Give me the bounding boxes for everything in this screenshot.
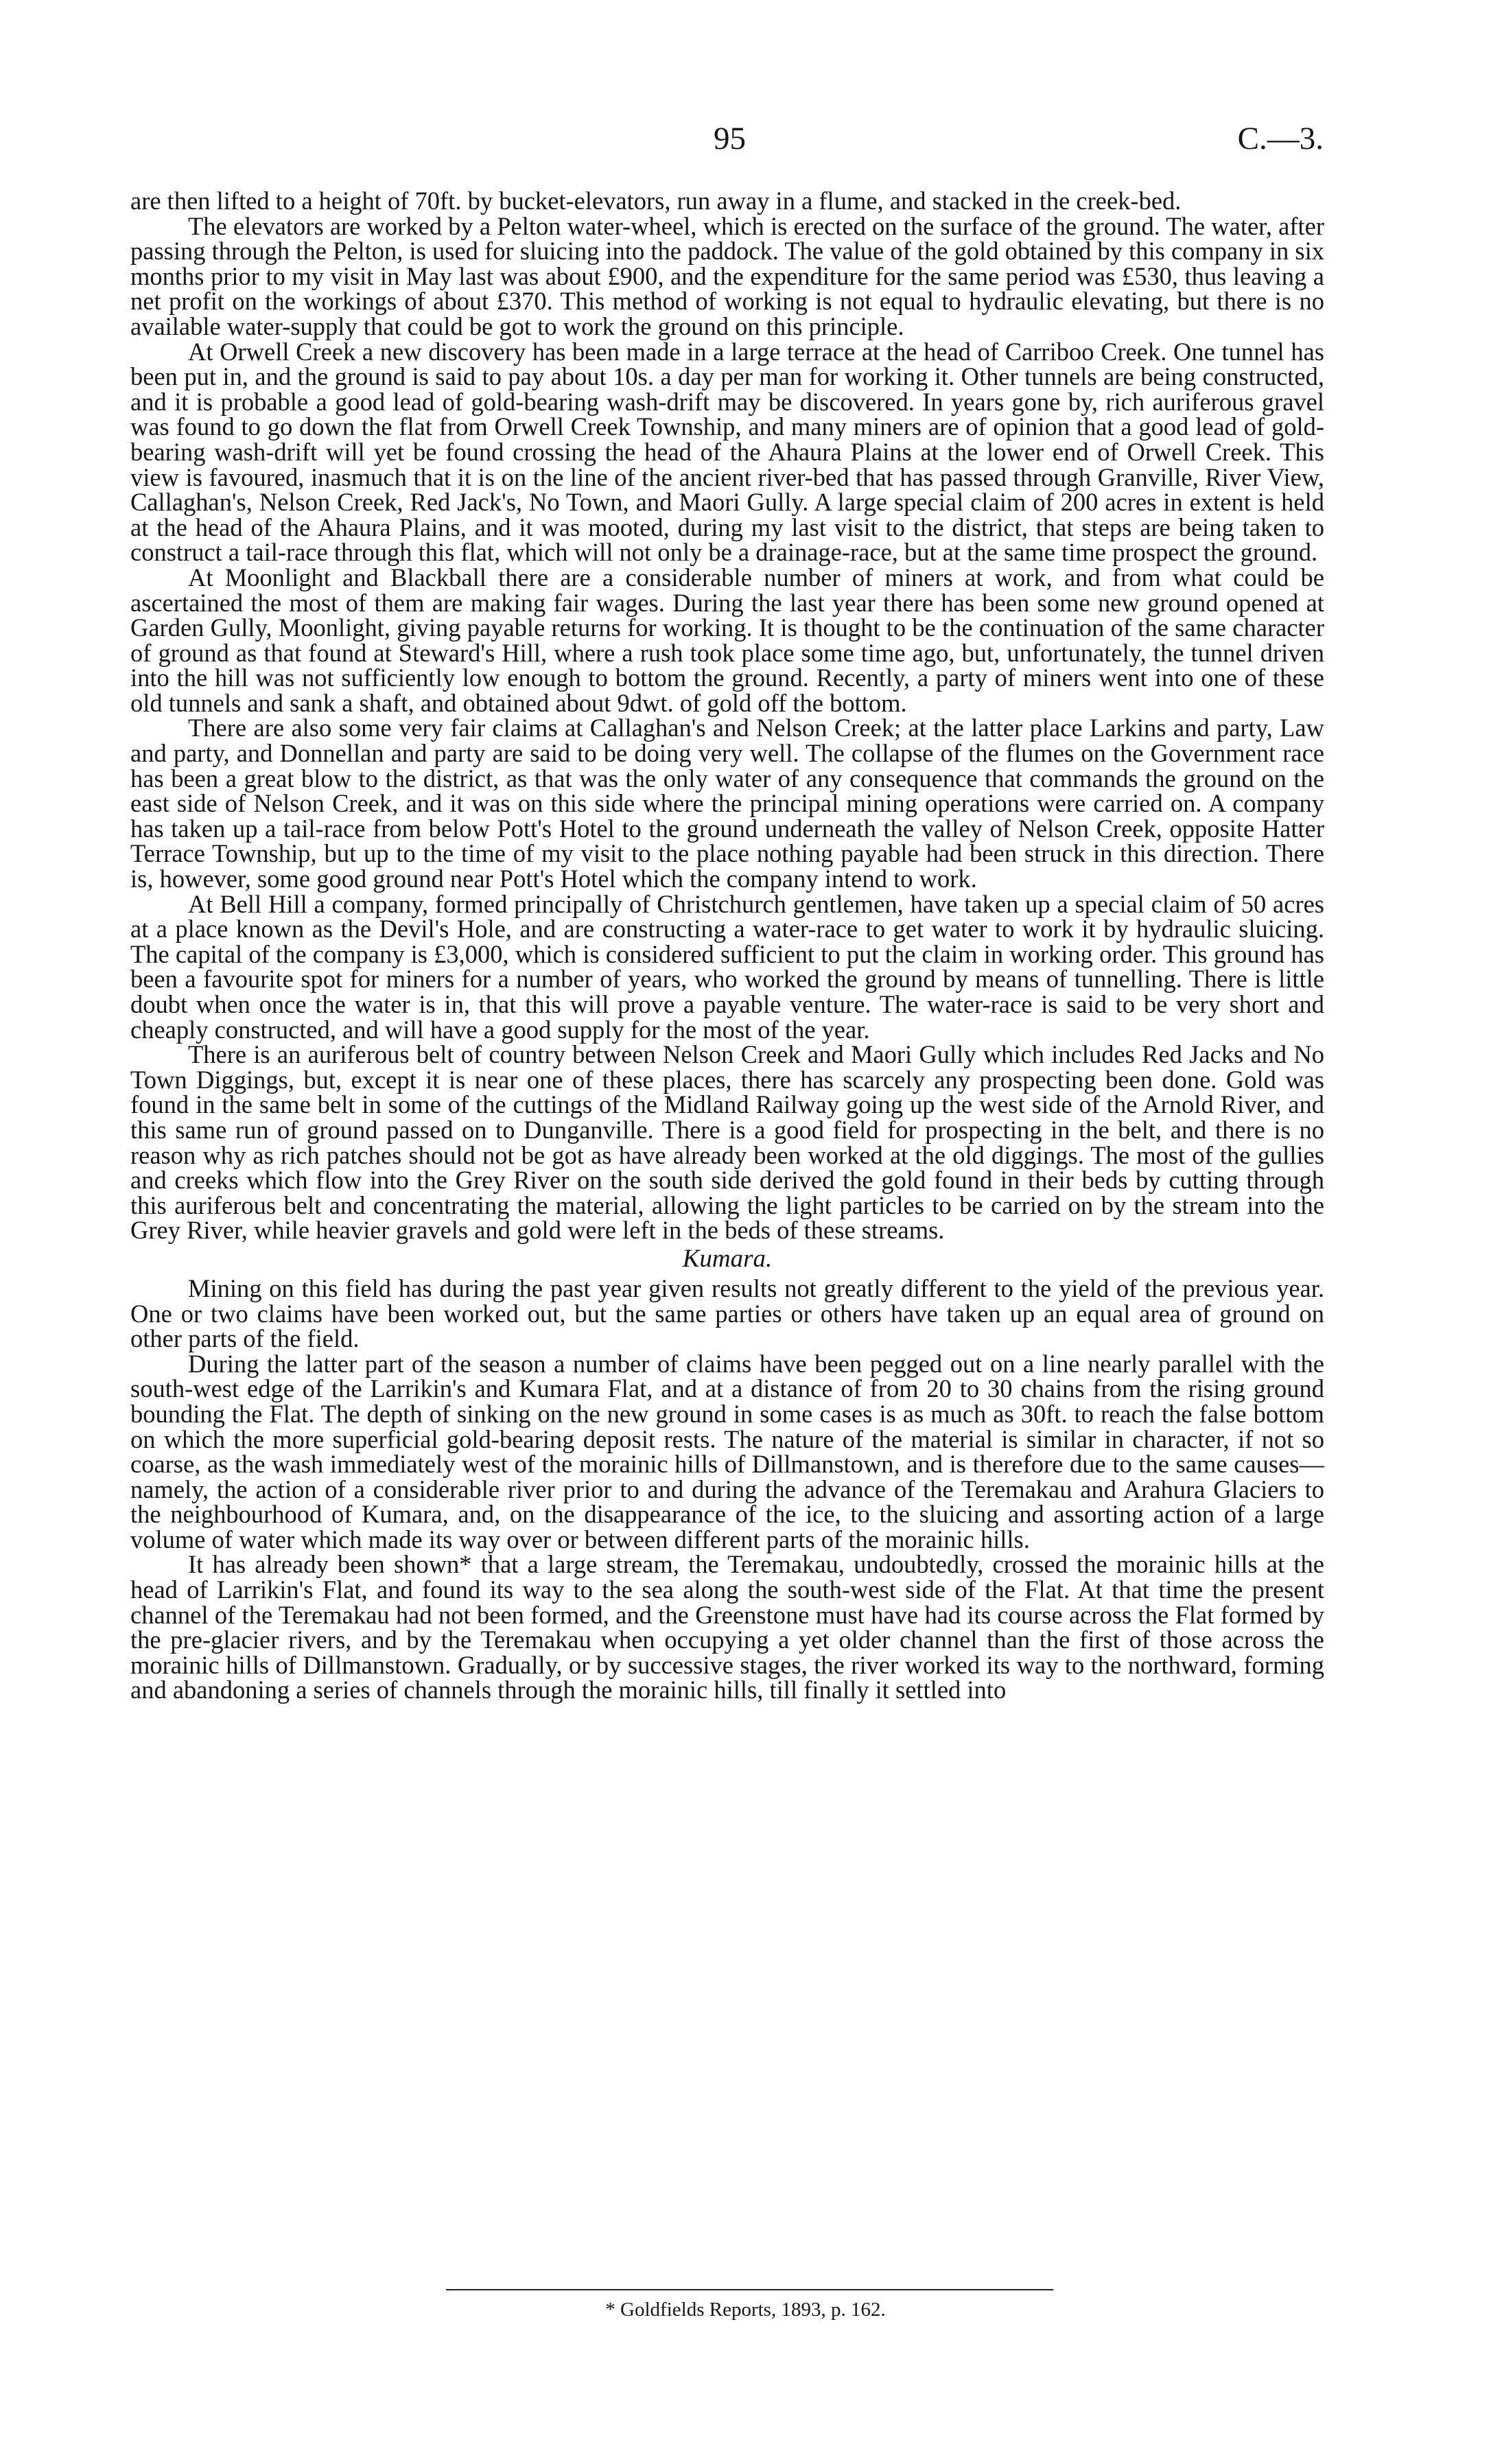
footnote-divider <box>446 2289 1053 2290</box>
paragraph: It has already been shown* that a large stream, the Teremakau, undoubtedly, crossed the morainic hills at the head of Larrikin's Flat, and found its way to the sea along the south-west side of the Flat. At that time the present channel of the Teremakau had not been formed, and the Greenstone must have had its course across the Flat formed by the pre-glacier rivers, and by the Teremakau when occupying a yet older channel than the first of those across the morainic hills of Dillmanstown. Gradually, or by successive stages, the river worked its way to the northward, forming and abandoning a series of channels through the morainic hills, till finally it settled into <box>130 1550 1324 1704</box>
page-header <box>0 120 1491 168</box>
document-reference: C.—3. <box>1237 121 1324 156</box>
page-number: 95 <box>714 121 746 156</box>
paragraph: During the latter part of the season a number of claims have been pegged out on a line nearly parallel with the south-west edge of the Larrikin's and Kumara Flat, and at a distance of from 20 to 30 chains from the rising ground bounding the Flat. The depth of sinking on the new ground in some cases is as much as 30ft. to reach the false bottom on which the more superficial gold-bearing deposit rests. The nature of the material is similar in character, if not so coarse, as the wash immediately west of the morainic hills of Dillmanstown, and is therefore due to the same causes—namely, the action of a considerable river prior to and during the advance of the Teremakau and Arahura Glaciers to the neighbourhood of Kumara, and, on the disappearance of the ice, to the sluicing and assorting action of a large volume of water which made its way over or between different parts of the morainic hills. <box>130 1349 1324 1553</box>
body-text <box>130 189 1324 1703</box>
paragraph: There is an auriferous belt of country between Nelson Creek and Maori Gully which includes Red Jacks and No Town Diggings, but, except it is near one of these places, there has scarcely any prospecting been done. Gold was found in the same belt in some of the cuttings of the Midland Railway going up the west side of the Arnold River, and this same run of ground passed on to Dunganville. There is a good field for prospecting in the belt, and there is no reason why as rich patches should not be got as have already been worked at the old diggings. The most of the gullies and creeks which flow into the Grey River on the south side derived the gold found in their beds by cutting through this auriferous belt and concentrating the material, allowing the light particles to be carried on by the stream into the Grey River, while heavier gravels and gold were left in the beds of these streams. <box>130 1040 1324 1245</box>
paragraph: The elevators are worked by a Pelton water-wheel, which is erected on the surface of the ground. The water, after passing through the Pelton, is used for sluicing into the paddock. The value of the gold obtained by this company in six months prior to my visit in May last was about £900, and the expenditure for the same period was £530, thus leaving a net profit on the workings of about £370. This method of working is not equal to hydraulic elevating, but there is no available water-supply that could be got to work the ground on this principle. <box>130 211 1324 340</box>
paragraph: Mining on this field has during the past year given results not greatly different to the yield of the previous year. One or two claims have been worked out, but the same parties or others have taken up an equal area of ground on other parts of the field. <box>130 1274 1324 1353</box>
paragraph: At Bell Hill a company, formed principally of Christchurch gentlemen, have taken up a special claim of 50 acres at a place known as the Devil's Hole, and are constructing a water-race to get water to work it by hydraulic sluicing. The capital of the company is £3,000, which is considered sufficient to put the claim in working order. This ground has been a favourite spot for miners for a number of years, who worked the ground by means of tunnelling. There is little doubt when once the water is in, that this will prove a payable venture. The water-race is said to be very short and cheaply constructed, and will have a good supply for the most of the year. <box>130 889 1324 1044</box>
footnote: * Goldfields Reports, 1893, p. 162. <box>605 2299 886 2321</box>
paragraph: At Moonlight and Blackball there are a considerable number of miners at work, and from what could be ascertained the most of them are making fair wages. During the last year there has been some new ground opened at Garden Gully, Moonlight, giving payable returns for working. It is thought to be the continuation of the same character of ground as that found at Steward's Hill, where a rush took place some time ago, but, unfortunately, the tunnel driven into the hill was not sufficiently low enough to bottom the ground. Recently, a party of miners went into one of these old tunnels and sank a shaft, and obtained about 9dwt. of gold off the bottom. <box>130 563 1324 717</box>
paragraph: are then lifted to a height of 70ft. by bucket-elevators, run away in a flume, and stacked in the creek-bed. <box>130 187 1182 215</box>
paragraph: At Orwell Creek a new discovery has been made in a large terrace at the head of Carriboo Creek. One tunnel has been put in, and the ground is said to pay about 10s. a day per man for working it. Other tunnels are being constructed, and it is probable a good lead of gold-bearing wash-drift may be discovered. In years gone by, rich auriferous gravel was found to go down the flat from Orwell Creek Township, and many miners are of opinion that a good lead of gold-bearing wash-drift will yet be found crossing the head of the Ahaura Plains at the lower end of Orwell Creek. This view is favoured, inasmuch that it is on the line of the ancient river-bed that has passed through Granville, River View, Callaghan's, Nelson Creek, Red Jack's, No Town, and Maori Gully. A large special claim of 200 acres in extent is held at the head of the Ahaura Plains, and it was mooted, during my last visit to the district, that steps are being taken to construct a tail-race through this flat, which will not only be a drainage-race, but at the same time prospect the ground. <box>130 337 1324 567</box>
section-heading: Kumara. <box>682 1244 773 1273</box>
paragraph: There are also some very fair claims at Callaghan's and Nelson Creek; at the latter place Larkins and party, Law and party, and Donnellan and party are said to be doing very well. The collapse of the flumes on the Government race has been a great blow to the district, as that was the only water of any consequence that commands the ground on the east side of Nelson Creek, and it was on this side where the principal mining operations were carried on. A company has taken up a tail-race from below Pott's Hotel to the ground underneath the valley of Nelson Creek, opposite Hatter Terrace Township, but up to the time of my visit to the place nothing payable had been struck in this direction. There is, however, some good ground near Pott's Hotel which the company intend to work. <box>130 714 1324 893</box>
